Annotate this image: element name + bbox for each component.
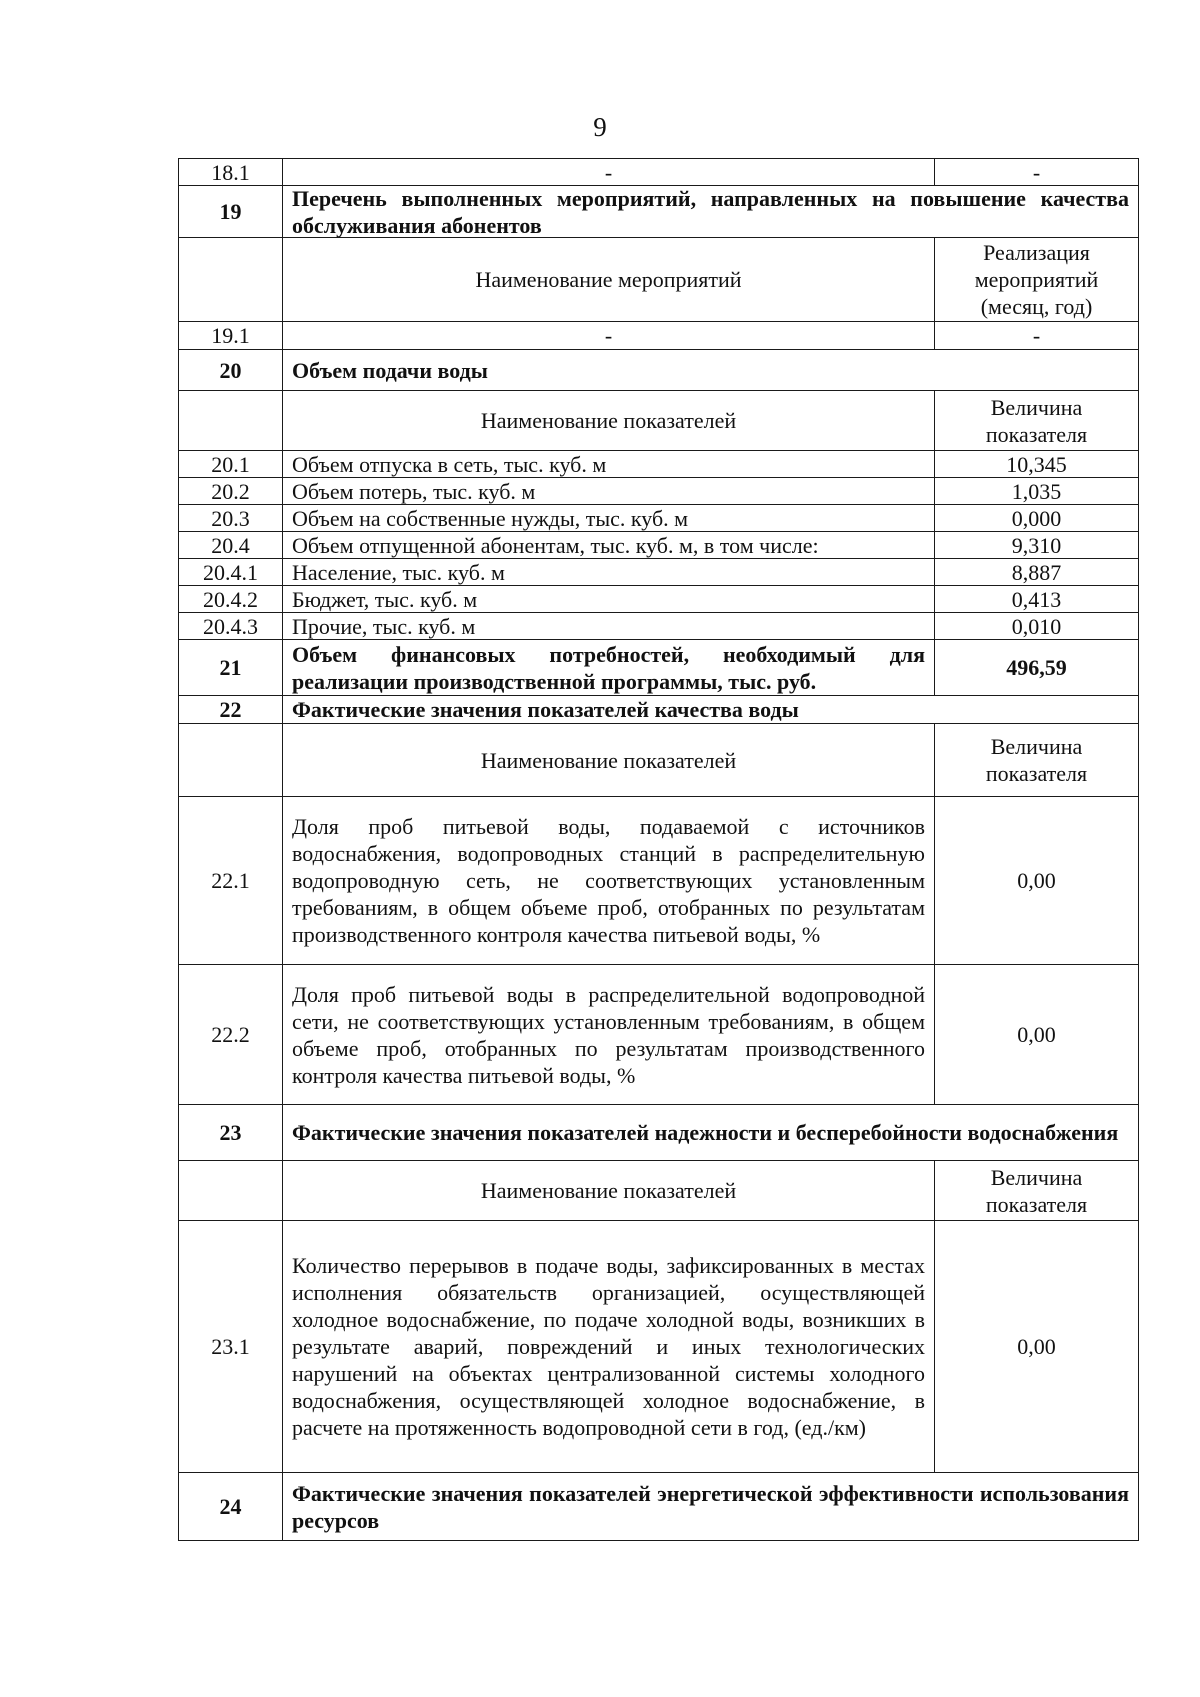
section-title-text: Перечень выполненных мероприятий, направленных на повышение качества обслуживания абонентов	[292, 185, 1129, 238]
row-name	[283, 797, 935, 965]
row-name: Объем потерь, тыс. куб. м	[283, 478, 935, 505]
row-value: 10,345	[935, 451, 1139, 478]
section-number: 23	[179, 1105, 283, 1161]
row-number: 18.1	[179, 159, 283, 186]
section-number: 24	[179, 1473, 283, 1541]
header-name: Наименование показателей	[283, 391, 935, 451]
row-value: 0,00	[935, 965, 1139, 1105]
row-value: 0,00	[935, 1221, 1139, 1473]
row-name: Объем отпущенной абонентам, тыс. куб. м, в том числе:	[283, 532, 935, 559]
row-number: 20.4.3	[179, 613, 283, 640]
row-name	[283, 965, 935, 1105]
header-number-cell	[179, 1161, 283, 1221]
row-value: -	[935, 159, 1139, 186]
indicators-table	[178, 158, 1139, 1541]
row-value: 9,310	[935, 532, 1139, 559]
header-number-cell	[179, 391, 283, 451]
section-title: Объем подачи воды	[283, 350, 1139, 391]
header-value: Величина показателя	[935, 1161, 1139, 1221]
row-number: 22.1	[179, 797, 283, 965]
section-title	[283, 186, 1139, 238]
section-title-text: Фактические значения показателей надежности и бесперебойности водоснабжения	[292, 1120, 1119, 1145]
row-value: 0,010	[935, 613, 1139, 640]
row-number: 23.1	[179, 1221, 283, 1473]
row-number: 20.4.1	[179, 559, 283, 586]
row-value: 496,59	[935, 640, 1139, 696]
row-value: -	[935, 322, 1139, 350]
section-title-text: Фактические значения показателей энергетической эффективности использования ресурсов	[292, 1480, 1129, 1533]
section-number: 21	[179, 640, 283, 696]
row-number: 20.3	[179, 505, 283, 532]
header-value: Величина показателя	[935, 391, 1139, 451]
row-value: 1,035	[935, 478, 1139, 505]
row-value: 0,000	[935, 505, 1139, 532]
row-name-text: Количество перерывов в подаче воды, зафиксированных в местах исполнения обязательств организацией, осуществляющей холодное водоснабжение, по подаче холодной воды, возникших в результате аварий, повреждений и иных технологических нарушений на объектах централизованной системы холодного водоснабжения, осуществляющей холодное водоснабжение, в расчете на протяженность водопроводной сети в год, (ед./км)	[292, 1253, 925, 1440]
header-name: Наименование показателей	[283, 724, 935, 797]
section-number: 19	[179, 186, 283, 238]
row-name-text: Доля проб питьевой воды в распределительной водопроводной сети, не соответствующих установленным требованиям, в общем объеме проб, отобранных по результатам производственного контроля качества питьевой воды, %	[292, 981, 925, 1088]
row-number: 20.4.2	[179, 586, 283, 613]
header-number-cell	[179, 724, 283, 797]
row-name: Прочие, тыс. куб. м	[283, 613, 935, 640]
row-value: 0,413	[935, 586, 1139, 613]
row-name	[283, 640, 935, 696]
row-name: -	[283, 159, 935, 186]
row-number: 20.4	[179, 532, 283, 559]
row-name: Население, тыс. куб. м	[283, 559, 935, 586]
row-name: Бюджет, тыс. куб. м	[283, 586, 935, 613]
row-name: -	[283, 322, 935, 350]
row-number: 19.1	[179, 322, 283, 350]
row-name-text: Доля проб питьевой воды, подаваемой с источников водоснабжения, водопроводных станций в распределительную водопроводную сеть, не соответствующих установленным требованиям, в общем объеме проб, отобранных по результатам производственного контроля качества питьевой воды, %	[292, 814, 925, 947]
header-number-cell	[179, 238, 283, 322]
row-name: Объем отпуска в сеть, тыс. куб. м	[283, 451, 935, 478]
header-value: Величина показателя	[935, 724, 1139, 797]
row-number: 22.2	[179, 965, 283, 1105]
section-number: 20	[179, 350, 283, 391]
page-number: 9	[593, 112, 607, 142]
row-number: 20.2	[179, 478, 283, 505]
header-value: Реализация мероприятий (месяц, год)	[935, 238, 1139, 322]
row-number: 20.1	[179, 451, 283, 478]
row-name: Объем на собственные нужды, тыс. куб. м	[283, 505, 935, 532]
header-name: Наименование показателей	[283, 1161, 935, 1221]
section-title	[283, 1473, 1139, 1541]
row-name	[283, 1221, 935, 1473]
header-name: Наименование мероприятий	[283, 238, 935, 322]
section-number: 22	[179, 696, 283, 724]
row-name-text: Объем финансовых потребностей, необходимый для реализации производственной программы, тыс. руб.	[292, 641, 925, 694]
section-title: Фактические значения показателей качества воды	[283, 696, 1139, 724]
row-value: 0,00	[935, 797, 1139, 965]
section-title	[283, 1105, 1139, 1161]
row-value: 8,887	[935, 559, 1139, 586]
